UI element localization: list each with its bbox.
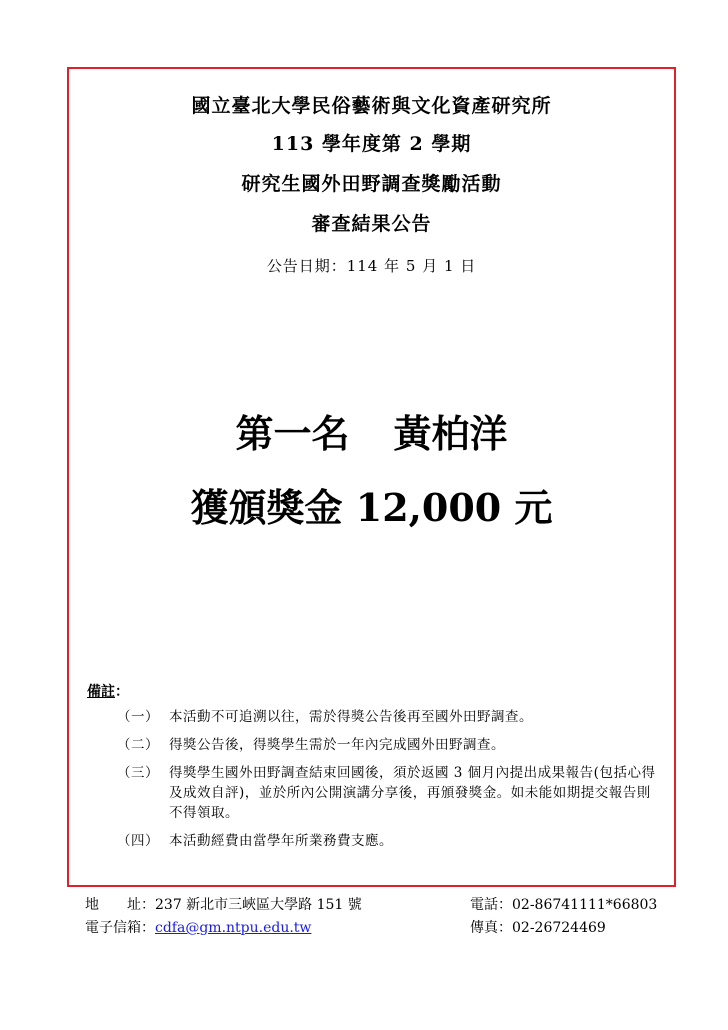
email-label: 電子信箱： — [85, 920, 155, 936]
announcement-title: 審查結果公告 — [311, 213, 432, 235]
footer-fax: 傳真：02-26724469 — [470, 920, 606, 936]
note-number: （四） — [117, 833, 159, 849]
note-number: （三） — [117, 765, 159, 781]
activity-title: 研究生國外田野調查獎勵活動 — [241, 173, 502, 195]
winner-line — [69, 403, 674, 458]
notes-colon: ： — [115, 684, 129, 700]
note-item-2 — [117, 735, 657, 755]
announcement-date: 公告日期：114 年 5 月 1 日 — [266, 257, 477, 275]
award-amount: 獲頒獎金 12,000 元 — [190, 485, 553, 530]
note-text: 本活動不可追溯以往，需於得獎公告後再至國外田野調查。 — [169, 709, 533, 725]
address-value: 237 新北市三峽區大學路 151 號 — [155, 897, 362, 913]
footer-phone: 電話：02-86741111*66803 — [470, 897, 658, 913]
note-text: 本活動經費由當學年所業務費支應。 — [169, 833, 393, 849]
address-label: 地 址： — [85, 897, 155, 913]
notes-title: 備註 — [87, 684, 115, 700]
note-item-1 — [117, 707, 657, 727]
footer-address — [85, 894, 362, 916]
winner-name: 黃柏洋 — [393, 411, 508, 456]
semester-title: 113 學年度第 2 學期 — [271, 133, 472, 155]
rank-label: 第一名 — [235, 411, 350, 456]
institute-title: 國立臺北大學民俗藝術與文化資產研究所 — [191, 95, 552, 117]
footer-email — [85, 917, 311, 939]
note-number: （二） — [117, 737, 159, 753]
note-item-3 — [117, 763, 657, 823]
note-text: 得獎學生國外田野調查結束回國後，須於返國 3 個月內提出成果報告(包括心得及成效自評)，並於所內公開演講分享後，再頒發獎金。如未能如期提交報告則不得領取。 — [169, 765, 656, 821]
note-text: 得獎公告後，得獎學生需於一年內完成國外田野調查。 — [169, 737, 505, 753]
announcement-frame — [67, 67, 676, 887]
note-item-4 — [117, 831, 657, 851]
note-number: （一） — [117, 709, 159, 725]
notes-heading — [87, 681, 129, 701]
email-link[interactable]: cdfa@gm.ntpu.edu.tw — [155, 920, 312, 936]
